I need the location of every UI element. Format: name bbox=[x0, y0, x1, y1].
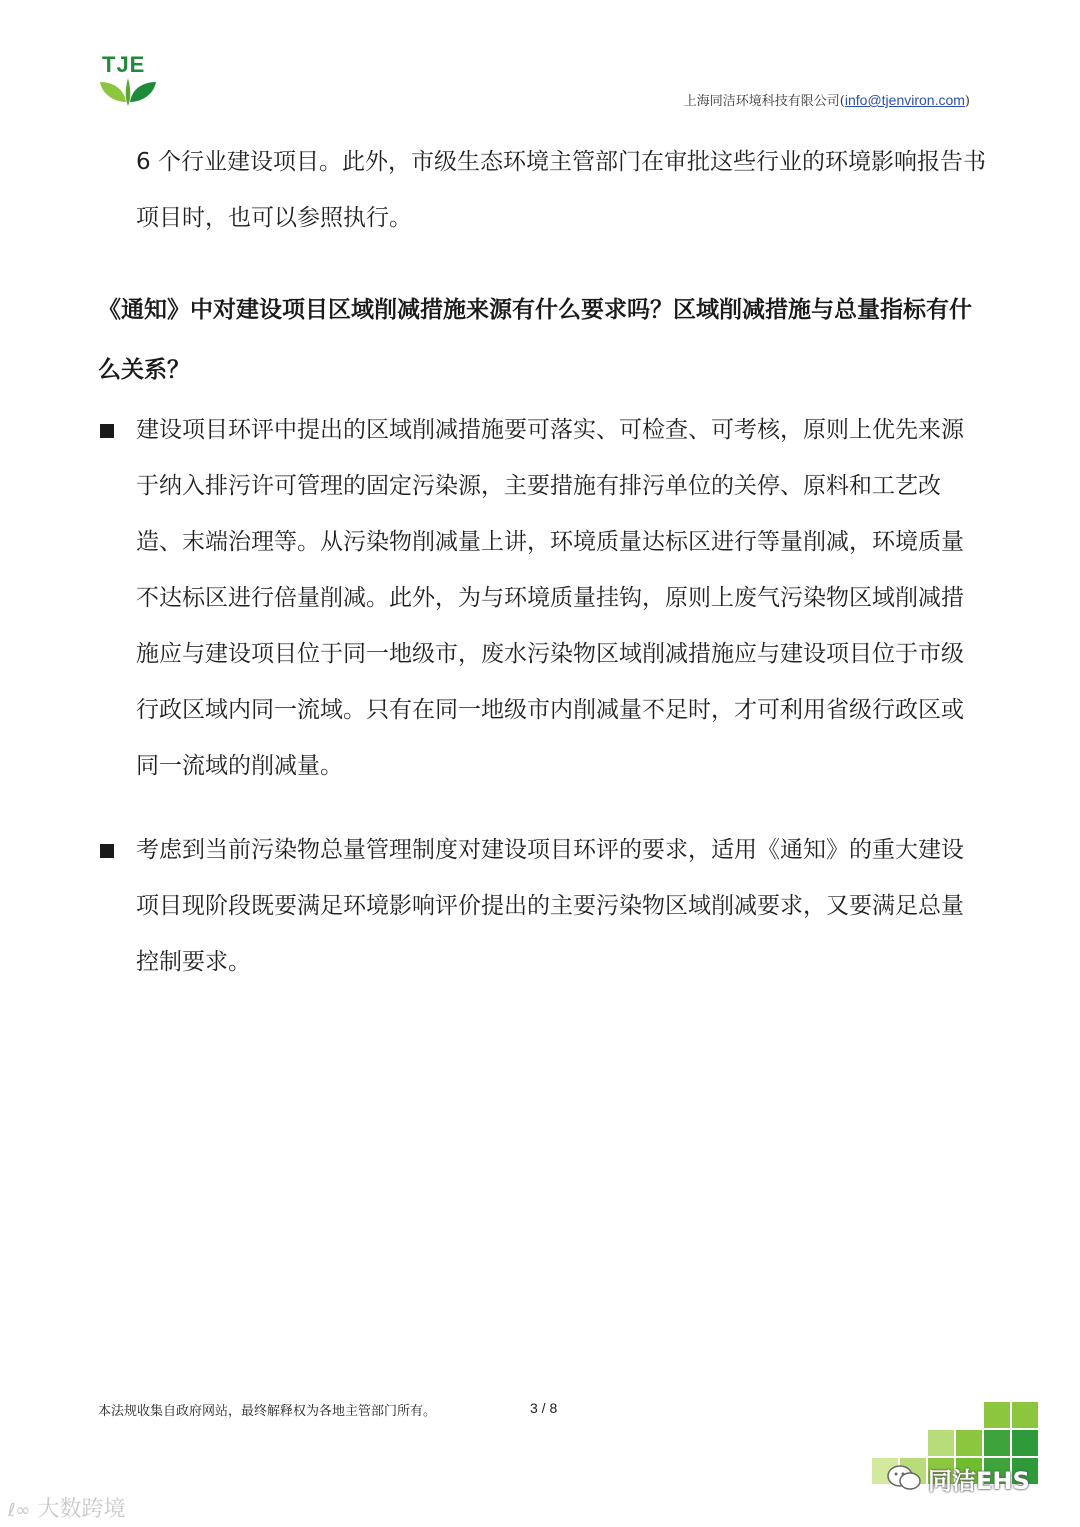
watermark-right-text: 同洁EHS bbox=[928, 1466, 1030, 1495]
bullet-text: 考虑到当前污染物总量管理制度对建设项目环评的要求，适用《通知》的重大建设项目现阶段既要满足环境影响评价提出的主要污染物区域削减要求，又要满足总量控制要求。 bbox=[136, 837, 964, 975]
leaf-icon bbox=[96, 72, 160, 108]
watermark-left-text: 大数跨境 bbox=[37, 1497, 126, 1522]
company-name: 上海同洁环境科技有限公司 bbox=[683, 94, 840, 109]
wechat-icon bbox=[886, 1464, 922, 1492]
watermark-logo-icon: ℓ∞ bbox=[8, 1500, 31, 1521]
section-heading: 《通知》中对建设项目区域削减措施来源有什么要求吗？区域削减措施与总量指标有什么关系？ bbox=[98, 297, 972, 383]
bullet-square-icon bbox=[100, 424, 114, 438]
footer-note: 本法规收集自政府网站，最终解释权为各地主管部门所有。 bbox=[98, 1404, 437, 1419]
grid-cell bbox=[984, 1402, 1010, 1428]
grid-cell bbox=[1012, 1402, 1038, 1428]
header-company-line: 上海同洁环境科技有限公司(info@tjenviron.com) bbox=[683, 92, 970, 109]
page-number: 3 / 8 bbox=[530, 1400, 558, 1416]
grid-cell bbox=[928, 1430, 954, 1456]
logo-text: TJE bbox=[102, 52, 146, 77]
company-logo bbox=[96, 52, 160, 108]
grid-cell bbox=[984, 1430, 1010, 1456]
grid-cell bbox=[956, 1430, 982, 1456]
bullet-text: 建设项目环评中提出的区域削减措施要可落实、可检查、可考核，原则上优先来源于纳入排污许可管理的固定污染源，主要措施有排污单位的关停、原料和工艺改造、末端治理等。从污染物削减量上讲，环境质量达标区进行等量削减，环境质量不达标区进行倍量削减。此外，为与环境质量挂钩，原则上废气污染物区域削减措施应与建设项目位于同一地级市，废水污染物区域削减措施应与建设项目位于市级行政区域内同一流域。只有在同一地级市内削减量不足时，才可利用省级行政区或同一流域的削减量。 bbox=[136, 417, 964, 779]
watermark-right bbox=[886, 1460, 1030, 1496]
bullet-square-icon bbox=[100, 844, 114, 858]
intro-paragraph: 6 个行业建设项目。此外，市级生态环境主管部门在审批这些行业的环境影响报告书项目时，也可以参照执行。 bbox=[136, 149, 986, 231]
watermark-left bbox=[8, 1492, 125, 1523]
grid-cell bbox=[1012, 1430, 1038, 1456]
email-link[interactable]: info@tjenviron.com bbox=[844, 92, 965, 108]
